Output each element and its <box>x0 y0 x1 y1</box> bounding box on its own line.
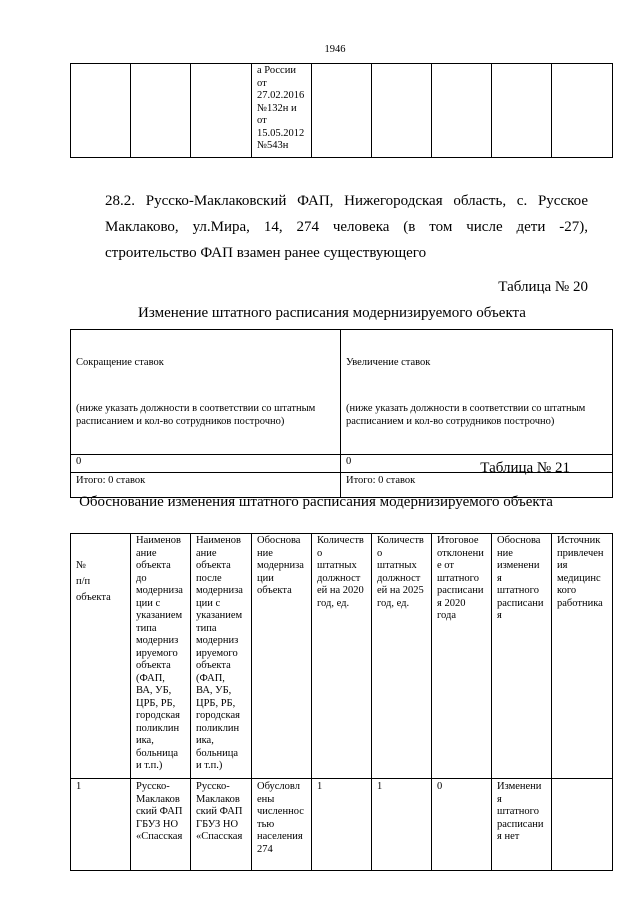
table-cell <box>432 64 492 158</box>
section-paragraph <box>105 188 588 266</box>
table-cell <box>492 64 552 158</box>
cell-staff-2020: 1 <box>312 779 372 871</box>
reduction-instruction: (ниже указать должности в соответствии со штатным расписанием и кол-во сотрудников построчно) <box>76 402 316 427</box>
header-staff-source: Источник привлечен ия медицинс кого работника <box>552 534 613 779</box>
header-total-deviation: Итоговое отклонени е от штатного расписани я 2020 года <box>432 534 492 779</box>
cell-staff-2025: 1 <box>372 779 432 871</box>
table-cell <box>552 64 613 158</box>
table-20-title: Изменение штатного расписания модернизируемого объекта <box>138 305 526 321</box>
header-object-after: Наименов ание объекта после модерниза ции с указанием типа модерниз ируемого объекта (ФАП, ВА, УБ, ЦРБ, РБ, городская поликлин ика, больница и т.п.) <box>191 534 252 779</box>
paragraph-line: 28.2. Русско-Маклаковский ФАП, Нижегородская область, с. Русское <box>105 193 588 209</box>
increase-total-cell: Итого: 0 ставок <box>341 472 613 497</box>
header-staff-2020: Количеств о штатных должност ей на 2020 год, ед. <box>312 534 372 779</box>
reduction-header-cell <box>71 330 341 455</box>
increase-value-cell: 0 <box>341 454 613 472</box>
header-modernization-justification: Обоснова ние модерниза ции объекта <box>252 534 312 779</box>
table-header-row <box>71 534 613 779</box>
table-header-row <box>71 330 613 455</box>
paragraph-line: строительство ФАП взамен ранее существующего <box>105 245 427 261</box>
continued-table-fragment <box>70 63 613 158</box>
header-object-before: Наименов ание объекта до модерниза ции с указанием типа модерниз ируемого объекта (ФАП, ВА, УБ, ЦРБ, РБ, городская поликлин ика, больница и т.п.) <box>131 534 191 779</box>
staffing-justification-table <box>70 533 613 871</box>
table-row <box>71 779 613 871</box>
table-row <box>71 64 613 158</box>
cell-object-number: 1 <box>71 779 131 871</box>
table-cell <box>71 64 131 158</box>
legal-reference-cell: а России от 27.02.2016 №132н и от 15.05.2012 №543н <box>252 64 312 158</box>
table-20-label: Таблица № 20 <box>498 279 588 295</box>
header-change-justification: Обоснова ние изменени я штатного расписани я <box>492 534 552 779</box>
reduction-total-cell: Итого: 0 ставок <box>71 472 341 497</box>
cell-object-after: Русско- Маклаков ский ФАП ГБУЗ НО «Спасская <box>191 779 252 871</box>
increase-header-cell <box>341 330 613 455</box>
table-cell <box>131 64 191 158</box>
page-number: 1946 <box>324 44 346 55</box>
increase-heading: Увеличение ставок <box>346 357 431 368</box>
cell-modernization-justification: Обусловл ены численнос тью населения 274 <box>252 779 312 871</box>
cell-total-deviation: 0 <box>432 779 492 871</box>
table-cell <box>312 64 372 158</box>
header-staff-2025: Количеств о штатных должност ей на 2025 год, ед. <box>372 534 432 779</box>
table-cell <box>191 64 252 158</box>
cell-staff-source <box>552 779 613 871</box>
reduction-heading: Сокращение ставок <box>76 357 164 368</box>
header-object-number: № п/п объекта <box>71 534 131 779</box>
cell-object-before: Русско- Маклаков ский ФАП ГБУЗ НО «Спасская <box>131 779 191 871</box>
paragraph-line: Маклаково, ул.Мира, 14, 274 человека (в том числе дети -27), <box>105 219 588 235</box>
table-21-title: Обоснование изменения штатного расписания модернизируемого объекта <box>79 494 553 510</box>
increase-instruction: (ниже указать должности в соответствии со штатным расписанием и кол-во сотрудников построчно) <box>346 402 586 427</box>
reduction-value-cell: 0 <box>71 454 341 472</box>
table-21-label: Таблица № 21 <box>480 460 570 476</box>
table-cell <box>372 64 432 158</box>
cell-change-justification: Изменени я штатного расписани я нет <box>492 779 552 871</box>
